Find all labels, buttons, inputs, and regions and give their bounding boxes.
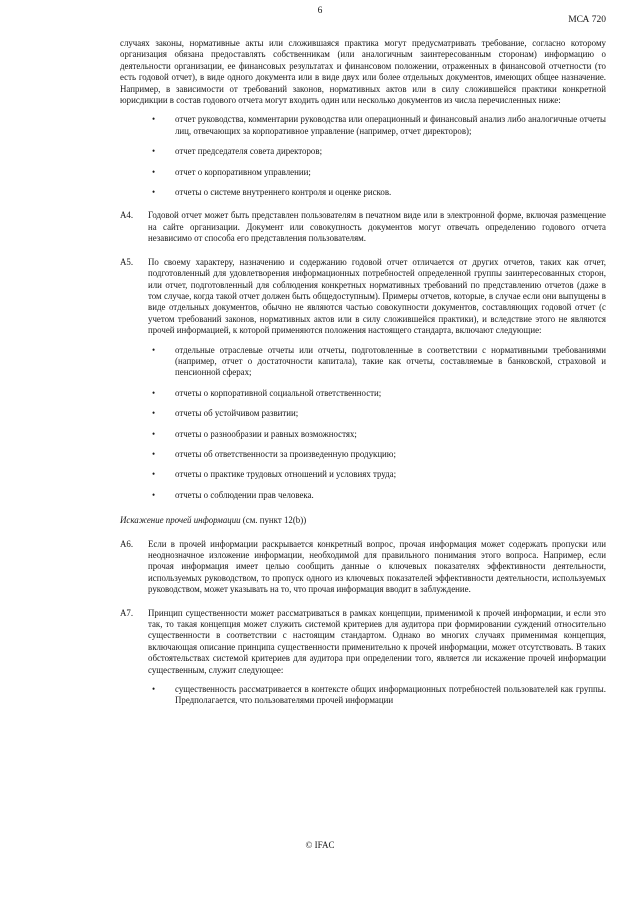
copyright-footer: © IFAC <box>305 840 335 850</box>
paragraph-number: A5. <box>120 256 134 267</box>
paragraph-text: Годовой отчет может быть представлен пользователям в печатном виде или в электронной форме, включая размещение на сайте организации. Документ или совокупность документов могут отвечать определению годового отчета независимо от способа его представления пользователям. <box>148 210 606 244</box>
list-item: • отчеты о корпоративной социальной ответственности; <box>152 387 382 398</box>
intro-bullet-list <box>148 114 606 198</box>
page-number: 6 <box>317 6 323 16</box>
bullet-icon: • <box>152 187 156 198</box>
paragraph-a7 <box>120 608 606 707</box>
a7-bullet-list <box>148 684 606 707</box>
list-item: • отчеты о соблюдении прав человека. <box>152 489 314 500</box>
bullet-icon: • <box>152 166 156 177</box>
list-item: • отчеты о практике трудовых отношений и условиях труда; <box>152 469 397 480</box>
a5-bullet-list <box>148 345 606 502</box>
bullet-icon: • <box>152 489 156 500</box>
paragraph-text: Если в прочей информации раскрывается конкретный вопрос, прочая информация может содержать пропуски или неоднозначное изложение информации, необходимой для правильного понимания этого вопроса. Например, если прочая информация имеет целью сообщить данные о ключевых показателях эффективности деятельности, используемых руководством, то пропуск одного из ключевых показателей эффективности деятельности, используемых руководством, может указывать на то, что прочая информация вводит в заблуждение. <box>148 538 606 595</box>
section-heading <box>120 515 606 526</box>
list-item: • отдельные отраслевые отчеты или отчеты, подготовленные в соответствии с нормативными требованиями (например, отчет о достаточности капитала), такие как отчеты, составляемые в банковской, страховой и пенсионной сферах; <box>152 344 606 378</box>
paragraph-a4 <box>120 210 606 244</box>
bullet-icon: • <box>152 448 156 459</box>
paragraph-number: A4. <box>120 210 134 221</box>
list-item: • отчеты об устойчивом развитии; <box>152 408 299 419</box>
paragraph-text: Принцип существенности может рассматриваться в рамках концепции, применимой к прочей информации, и если это так, то такая концепция может служить системой критериев для аудитора при формировании суждений относительно существенности в соответствии с настоящим стандартом. Однако во многих случаях применимая концепция, включающая описание принципа существенности применительно к прочей информации, может отсутствовать. В таких обстоятельствах системой критериев для аудитора при определении того, является ли искажение прочей информации существенным, служит следующее: <box>148 607 606 675</box>
paragraph-number: A7. <box>120 607 134 618</box>
list-item: • отчет о корпоративном управлении; <box>152 166 311 177</box>
paragraph-a6 <box>120 539 606 596</box>
bullet-icon: • <box>152 146 156 157</box>
bullet-icon: • <box>152 114 156 125</box>
list-item: • отчеты об ответственности за произведенную продукцию; <box>152 448 396 459</box>
bullet-icon: • <box>152 469 156 480</box>
bullet-icon: • <box>152 344 156 355</box>
bullet-icon: • <box>152 428 156 439</box>
list-item: • существенность рассматривается в контексте общих информационных потребностей пользователей как группы. Предполагается, что пользователями прочей информации <box>152 684 606 706</box>
paragraph-text: По своему характеру, назначению и содержанию годовой отчет отличается от других отчетов, таких как отчет, подготовленный для удовлетворения информационных потребностей определенной группы заинтересованных сторон, или отчет, подготовленный для соблюдения конкретных нормативных требований по представлению отчетов (даже в том случае, когда такой отчет должен быть общедоступным). Примеры отчетов, которые, в случае если они выпущены в виде отдельных документов, обычно не являются частью совокупности документов, составляющих годовой отчет (с учетом требований законов, нормативных актов или в силу сложившейся практики), и вследствие этого не являются прочей информацией, к которой применяются положения настоящего стандарта, включают следующие: <box>148 256 606 336</box>
list-item: • отчеты о системе внутреннего контроля и оценке рисков. <box>152 187 392 198</box>
bullet-icon: • <box>152 387 156 398</box>
standard-code: МСА 720 <box>568 15 606 25</box>
list-item: • отчет руководства, комментарии руководства или операционный и финансовый анализ либо аналогичные отчеты лиц, отвечающих за корпоративное управление (например, отчет директоров); <box>152 114 606 136</box>
list-item: • отчеты о разнообразии и равных возможностях; <box>152 428 357 439</box>
bullet-icon: • <box>152 408 156 419</box>
section-heading-reference: (см. пункт 12(b)) <box>242 515 307 526</box>
paragraph-number: A6. <box>120 538 134 549</box>
bullet-icon: • <box>152 684 156 695</box>
document-body <box>120 38 606 716</box>
intro-paragraph: случаях законы, нормативные акты или сложившаяся практика могут предусматривать требование, согласно которому организация обязана предоставлять собственникам (или аналогичным заинтересованным сторонам) информацию о деятельности организации, ее финансовых результатах и финансовом положении, отраженных в финансовой отчетности (то есть годовой отчет), в виде одного документа или в виде двух или более отдельных документов, имеющих общее назначение. Например, в зависимости от требований законов, нормативных актов или в силу сложившейся практики конкретной юрисдикции в состав годового отчета могут входить один или несколько документов из числа перечисленных ниже: <box>120 38 606 106</box>
list-item: • отчет председателя совета директоров; <box>152 146 323 157</box>
section-heading-title: Искажение прочей информации <box>120 515 241 526</box>
paragraph-a5 <box>120 257 606 502</box>
